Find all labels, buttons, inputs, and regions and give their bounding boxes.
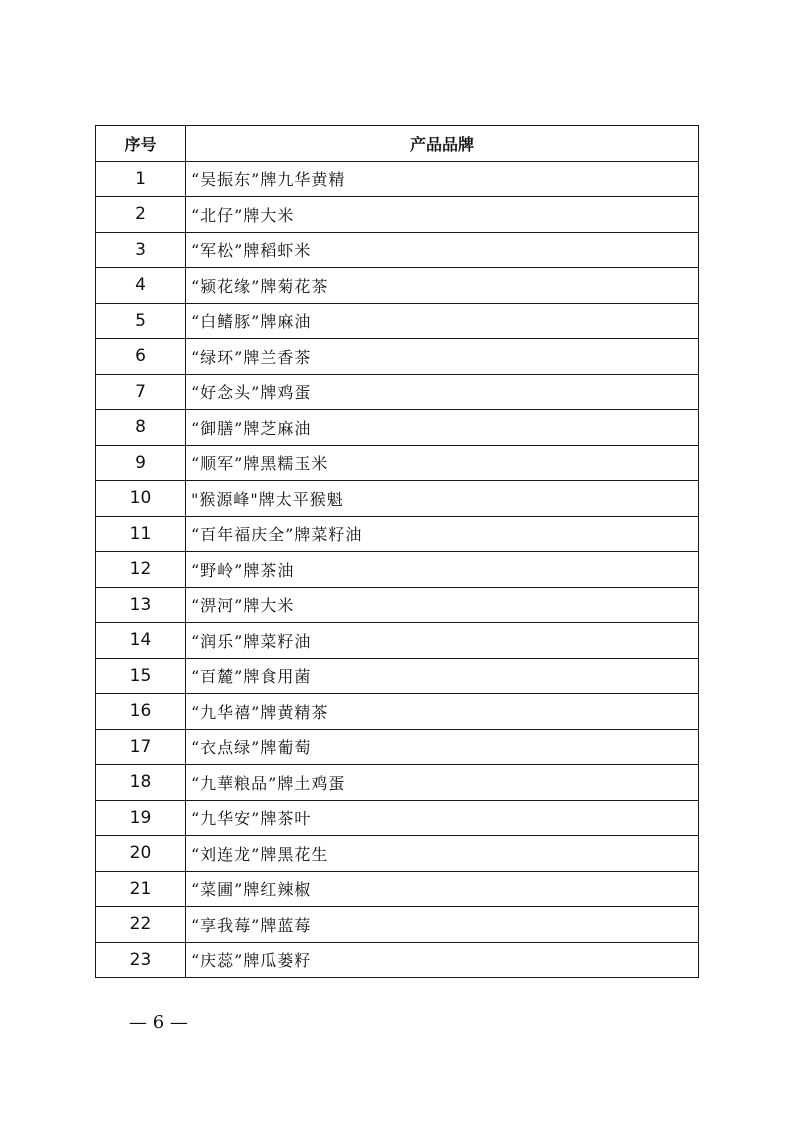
row-index: 2 bbox=[96, 197, 186, 233]
row-brand: “好念头”牌鸡蛋 bbox=[186, 374, 699, 410]
table-row bbox=[96, 907, 699, 943]
row-index: 8 bbox=[96, 410, 186, 446]
table-row bbox=[96, 729, 699, 765]
row-index: 4 bbox=[96, 268, 186, 304]
table-row bbox=[96, 942, 699, 978]
row-brand: “庆蕊”牌瓜蒌籽 bbox=[186, 942, 699, 978]
row-index: 20 bbox=[96, 836, 186, 872]
row-brand: “百年福庆全”牌菜籽油 bbox=[186, 516, 699, 552]
row-brand: “菜圃”牌红辣椒 bbox=[186, 871, 699, 907]
table-row bbox=[96, 694, 699, 730]
row-index: 17 bbox=[96, 729, 186, 765]
row-index: 16 bbox=[96, 694, 186, 730]
table-row bbox=[96, 410, 699, 446]
row-index: 7 bbox=[96, 374, 186, 410]
row-brand: “淠河”牌大米 bbox=[186, 587, 699, 623]
table-row bbox=[96, 871, 699, 907]
row-brand: “吴振东”牌九华黄精 bbox=[186, 161, 699, 197]
row-index: 6 bbox=[96, 339, 186, 375]
row-brand: “白鳍豚”牌麻油 bbox=[186, 303, 699, 339]
row-index: 12 bbox=[96, 552, 186, 588]
table-row bbox=[96, 374, 699, 410]
header-brand: 产品品牌 bbox=[186, 126, 699, 162]
row-brand: “衣点绿”牌葡萄 bbox=[186, 729, 699, 765]
row-brand: “颍花缘”牌菊花茶 bbox=[186, 268, 699, 304]
row-brand: “御膳”牌芝麻油 bbox=[186, 410, 699, 446]
table-row bbox=[96, 445, 699, 481]
table-row bbox=[96, 232, 699, 268]
row-index: 19 bbox=[96, 800, 186, 836]
row-brand: “野岭”牌茶油 bbox=[186, 552, 699, 588]
row-index: 1 bbox=[96, 161, 186, 197]
row-index: 3 bbox=[96, 232, 186, 268]
brand-table bbox=[95, 125, 699, 978]
row-index: 14 bbox=[96, 623, 186, 659]
table-body bbox=[96, 161, 699, 978]
table-row bbox=[96, 552, 699, 588]
table-row bbox=[96, 516, 699, 552]
table-header-row bbox=[96, 126, 699, 162]
row-index: 13 bbox=[96, 587, 186, 623]
header-index: 序号 bbox=[96, 126, 186, 162]
row-index: 11 bbox=[96, 516, 186, 552]
table-row bbox=[96, 268, 699, 304]
row-index: 5 bbox=[96, 303, 186, 339]
row-brand: “润乐”牌菜籽油 bbox=[186, 623, 699, 659]
row-brand: “百麓”牌食用菌 bbox=[186, 658, 699, 694]
row-index: 9 bbox=[96, 445, 186, 481]
row-index: 18 bbox=[96, 765, 186, 801]
table-row bbox=[96, 658, 699, 694]
row-brand: “北仔”牌大米 bbox=[186, 197, 699, 233]
row-brand: “九華粮品”牌土鸡蛋 bbox=[186, 765, 699, 801]
table-row bbox=[96, 197, 699, 233]
table-row bbox=[96, 303, 699, 339]
row-brand: “九华禧”牌黄精茶 bbox=[186, 694, 699, 730]
row-index: 23 bbox=[96, 942, 186, 978]
table-row bbox=[96, 836, 699, 872]
table-row bbox=[96, 623, 699, 659]
table-row bbox=[96, 765, 699, 801]
row-brand: "猴源峰"牌太平猴魁 bbox=[186, 481, 699, 517]
row-brand: “享我莓”牌蓝莓 bbox=[186, 907, 699, 943]
row-brand: “军松”牌稻虾米 bbox=[186, 232, 699, 268]
table-row bbox=[96, 800, 699, 836]
row-index: 15 bbox=[96, 658, 186, 694]
row-brand: “刘连龙”牌黑花生 bbox=[186, 836, 699, 872]
table-row bbox=[96, 339, 699, 375]
row-index: 10 bbox=[96, 481, 186, 517]
row-brand: “顺军”牌黑糯玉米 bbox=[186, 445, 699, 481]
row-brand: “绿环”牌兰香茶 bbox=[186, 339, 699, 375]
row-index: 21 bbox=[96, 871, 186, 907]
row-index: 22 bbox=[96, 907, 186, 943]
table-row bbox=[96, 161, 699, 197]
table-row bbox=[96, 587, 699, 623]
row-brand: “九华安”牌茶叶 bbox=[186, 800, 699, 836]
table-row bbox=[96, 481, 699, 517]
page-number: — 6 — bbox=[129, 1012, 188, 1033]
